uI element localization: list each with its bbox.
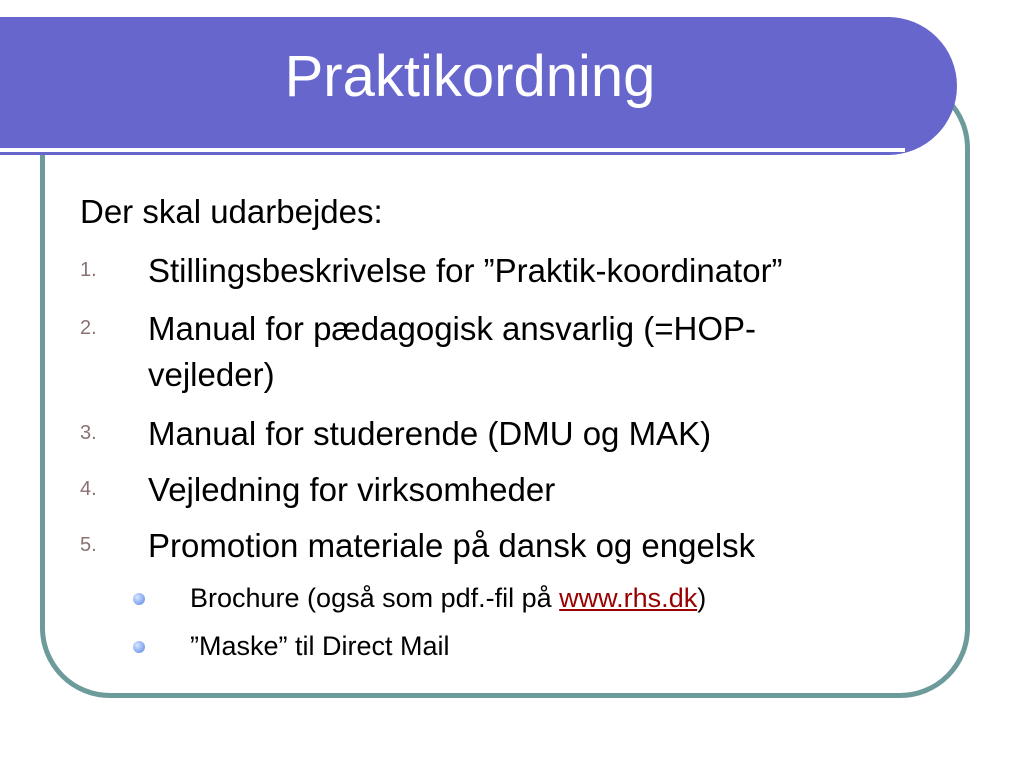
intro-text: Der skal udarbejdes: — [80, 193, 383, 230]
sub-item-text-after: ) — [697, 583, 707, 613]
sub-item-text-before: Brochure (også som pdf.-fil på — [190, 583, 560, 613]
list-item-text-line1: Manual for pædagogisk ansvarlig (=HOP- — [148, 310, 757, 347]
sub-item-text — [190, 581, 706, 615]
list-item-text: Vejledning for virksomheder — [148, 471, 556, 508]
list-number: 2. — [80, 317, 97, 339]
list-number: 5. — [80, 534, 97, 556]
list-item-text: Promotion materiale på dansk og engelsk — [148, 527, 756, 564]
list-number: 3. — [80, 422, 97, 444]
list-number: 1. — [80, 259, 97, 281]
list-item-text: Stillingsbeskrivelse for ”Praktik-koordinator” — [148, 252, 783, 289]
list-item-text-line2: vejleder) — [148, 356, 275, 393]
list-item-text: Manual for studerende (DMU og MAK) — [148, 415, 712, 452]
title-underline — [0, 148, 905, 152]
list-number: 4. — [80, 478, 97, 500]
website-link[interactable]: www.rhs.dk — [559, 583, 698, 613]
bullet-icon — [133, 593, 145, 605]
bullet-icon — [133, 641, 145, 653]
slide-title: Praktikordning — [284, 44, 656, 109]
sub-item-text: ”Maske” til Direct Mail — [190, 631, 450, 661]
